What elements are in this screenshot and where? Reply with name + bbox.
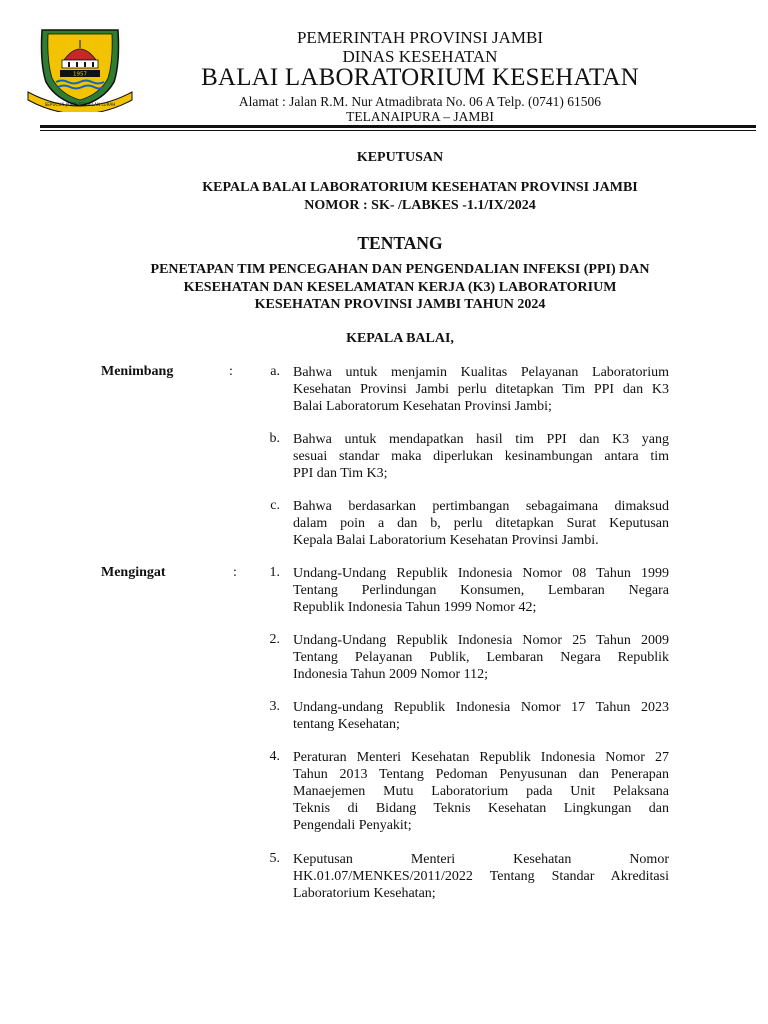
menimbang-item-c [293, 498, 669, 549]
clause-line: PPI dan Tim K3; [293, 466, 388, 481]
clause-line: Bahwa berdasarkan pertimbangan sebagaimana dimaksud [293, 499, 669, 514]
mengingat-item-1 [293, 565, 669, 616]
decree-number: NOMOR : SK- /LABKES -1.1/IX/2024 [304, 198, 536, 213]
decree-subject-line: PENETAPAN TIM PENCEGAHAN DAN PENGENDALIAN INFEKSI (PPI) DAN [150, 262, 650, 277]
mengingat-item-3 [293, 699, 669, 733]
about-heading: TENTANG [357, 233, 443, 253]
logo-motto-text: SEPUCUK JAMBI SEMBILAN LURAH [44, 102, 116, 107]
mengingat-label: Mengingat [101, 565, 166, 580]
clause-line: Tentang Pelayanan Publik, Lembaran Negara Republik [293, 650, 669, 665]
clause-line: sesuai standar maka diperlukan kesinambungan antara tim [293, 449, 669, 464]
mengingat-item-marker: 5. [269, 851, 280, 866]
clause-line: Kepala Balai Laboratorium Kesehatan Provinsi Jambi. [293, 533, 599, 548]
clause-line: HK.01.07/MENKES/2011/2022 Tentang Standar Akreditasi [293, 869, 669, 884]
clause-line: Manaejemen Mutu Laboratorium pada Unit Pelaksana [293, 784, 669, 799]
letterhead-institution: BALAI LABORATORIUM KESEHATAN [201, 64, 639, 91]
menimbang-item-a [293, 364, 669, 415]
jambi-province-emblem-logo [24, 24, 136, 112]
decree-subject-line: KESEHATAN PROVINSI JAMBI TAHUN 2024 [254, 297, 546, 312]
menimbang-item-marker: c. [270, 498, 280, 513]
clause-line: Peraturan Menteri Kesehatan Republik Indonesia Nomor 27 [293, 750, 669, 765]
letterhead-government: PEMERINTAH PROVINSI JAMBI [296, 28, 544, 47]
clause-line: Tahun 2013 Tentang Pedoman Penyusunan dan Penerapan [293, 767, 669, 782]
letterhead-divider-thin [40, 130, 756, 131]
mengingat-item-4 [293, 749, 669, 834]
letterhead-address: Alamat : Jalan R.M. Nur Atmadibrata No. 06 A Telp. (0741) 61506 [238, 94, 602, 109]
mengingat-item-marker: 4. [269, 749, 280, 764]
mengingat-colon: : [233, 565, 237, 580]
logo-year-text: 1957 [73, 71, 87, 78]
clause-line: Pengendali Penyakit; [293, 818, 412, 833]
clause-line: Keputusan Menteri Kesehatan Nomor [293, 852, 669, 867]
menimbang-item-marker: b. [269, 431, 280, 446]
mengingat-item-2 [293, 632, 669, 683]
mengingat-item-5 [293, 851, 669, 902]
clause-line: Republik Indonesia Tahun 1999 Nomor 42; [293, 600, 537, 615]
clause-line: Undang-Undang Republik Indonesia Nomor 08 Tahun 1999 [293, 566, 669, 581]
clause-line: dalam poin a dan b, perlu ditetapkan Surat Keputusan [293, 516, 669, 531]
clause-line: Undang-Undang Republik Indonesia Nomor 25 Tahun 2009 [293, 633, 669, 648]
mengingat-item-marker: 3. [269, 699, 280, 714]
clause-line: tentang Kesehatan; [293, 717, 400, 732]
letterhead-divider-thick [40, 125, 756, 128]
letterhead-city: TELANAIPURA – JAMBI [346, 109, 494, 124]
clause-line: Laboratorium Kesehatan; [293, 886, 436, 901]
clause-line: Teknis di Bidang Teknis Kesehatan Lingkungan dan [293, 801, 669, 816]
menimbang-item-b [293, 431, 669, 482]
menimbang-colon: : [229, 364, 233, 379]
decree-subject-line: KESEHATAN DAN KESELAMATAN KERJA (K3) LABORATORIUM [183, 280, 617, 295]
clause-line: Tentang Perlindungan Konsumen, Lembaran Negara [293, 583, 669, 598]
mengingat-item-marker: 1. [269, 565, 280, 580]
decree-type-heading: KEPUTUSAN [356, 150, 444, 165]
menimbang-label: Menimbang [101, 364, 174, 379]
letterhead-agency: DINAS KESEHATAN [342, 47, 498, 66]
clause-line: Indonesia Tahun 2009 Nomor 112; [293, 667, 488, 682]
clause-line: Bahwa untuk menjamin Kualitas Pelayanan Laboratorium [293, 365, 669, 380]
clause-line: Kesehatan Provinsi Jambi perlu ditetapkan Tim PPI dan K3 [293, 382, 669, 397]
menimbang-item-marker: a. [270, 364, 280, 379]
decree-issuer: KEPALA BALAI LABORATORIUM KESEHATAN PROVINSI JAMBI [202, 180, 638, 195]
clause-line: Balai Laboratorum Kesehatan Provinsi Jambi; [293, 399, 552, 414]
clause-line: Bahwa untuk mendapatkan hasil tim PPI dan K3 yang [293, 432, 669, 447]
head-of-office-heading: KEPALA BALAI, [346, 331, 454, 346]
mengingat-item-marker: 2. [269, 632, 280, 647]
clause-line: Undang-undang Republik Indonesia Nomor 17 Tahun 2023 [293, 700, 669, 715]
